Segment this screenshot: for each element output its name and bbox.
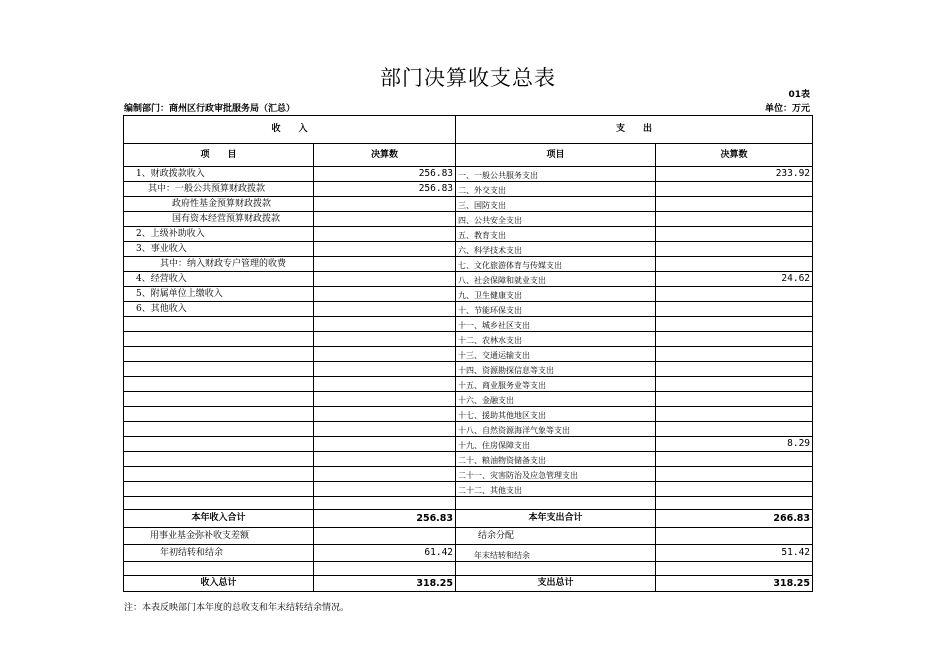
table-row xyxy=(124,227,813,242)
income-value xyxy=(314,302,456,317)
income-total-label: 收入总计 xyxy=(124,576,314,592)
expense-amount-header: 决算数 xyxy=(656,144,813,167)
begin-value: 61.42 xyxy=(314,545,456,562)
expense-value xyxy=(656,332,813,347)
table-row xyxy=(124,272,813,287)
income-value: 256.83 xyxy=(314,167,456,182)
expense-value xyxy=(656,242,813,257)
fund-value xyxy=(314,528,456,545)
expense-value xyxy=(656,407,813,422)
expense-item: 九、卫生健康支出 xyxy=(456,287,656,302)
expense-item: 二十、粮油物资储备支出 xyxy=(456,452,656,467)
expense-item: 十七、援助其他地区支出 xyxy=(456,407,656,422)
income-item xyxy=(124,422,314,437)
income-item: 1、财政拨款收入 xyxy=(124,167,314,182)
year-income-label: 本年收入合计 xyxy=(124,510,314,528)
income-value xyxy=(314,482,456,497)
table-row xyxy=(124,197,813,212)
expense-item-header: 项目 xyxy=(456,144,656,167)
year-total-row xyxy=(124,510,813,528)
income-item xyxy=(124,362,314,377)
income-value xyxy=(314,437,456,452)
expense-value xyxy=(656,287,813,302)
income-item xyxy=(124,452,314,467)
expense-value: 8.29 xyxy=(656,437,813,452)
table-row xyxy=(124,332,813,347)
table-row xyxy=(124,407,813,422)
income-value xyxy=(314,452,456,467)
expense-value xyxy=(656,182,813,197)
dist-label: 结余分配 xyxy=(456,528,656,545)
expense-item: 五、教育支出 xyxy=(456,227,656,242)
income-item-header: 项 目 xyxy=(124,144,314,167)
income-header: 收 入 xyxy=(124,116,456,144)
blank-cell xyxy=(124,497,314,510)
expense-value: 233.92 xyxy=(656,167,813,182)
income-item: 6、其他收入 xyxy=(124,302,314,317)
expense-value: 24.62 xyxy=(656,272,813,287)
table-row xyxy=(124,182,813,197)
expense-value xyxy=(656,197,813,212)
income-value xyxy=(314,287,456,302)
blank-cell xyxy=(456,562,656,576)
fund-label: 用事业基金弥补收支差额 xyxy=(124,528,314,545)
end-value: 51.42 xyxy=(656,545,813,562)
expense-value xyxy=(656,377,813,392)
income-value: 256.83 xyxy=(314,182,456,197)
expense-value xyxy=(656,212,813,227)
table-number: 01表 xyxy=(788,90,810,100)
income-item xyxy=(124,482,314,497)
table-row xyxy=(124,347,813,362)
page-title: 部门决算收支总表 xyxy=(380,66,556,90)
table-row xyxy=(124,167,813,182)
expense-total-label: 支出总计 xyxy=(456,576,656,592)
expense-value xyxy=(656,347,813,362)
income-item: 4、经营收入 xyxy=(124,272,314,287)
income-value xyxy=(314,407,456,422)
table-row xyxy=(124,437,813,452)
begin-label: 年初结转和结余 xyxy=(124,545,314,562)
income-item: 2、上级补助收入 xyxy=(124,227,314,242)
expense-value xyxy=(656,422,813,437)
income-value xyxy=(314,242,456,257)
table-row xyxy=(124,422,813,437)
income-item xyxy=(124,317,314,332)
expense-value xyxy=(656,257,813,272)
income-item xyxy=(124,467,314,482)
income-item xyxy=(124,437,314,452)
budget-table xyxy=(123,115,813,592)
expense-item: 二、外交支出 xyxy=(456,182,656,197)
income-item: 5、附属单位上缴收入 xyxy=(124,287,314,302)
table-row xyxy=(124,242,813,257)
expense-total-value: 318.25 xyxy=(656,576,813,592)
table-row xyxy=(124,452,813,467)
expense-value xyxy=(656,467,813,482)
expense-value xyxy=(656,362,813,377)
expense-item: 三、国防支出 xyxy=(456,197,656,212)
expense-value xyxy=(656,302,813,317)
income-value xyxy=(314,392,456,407)
expense-item: 二十二、其他支出 xyxy=(456,482,656,497)
expense-value xyxy=(656,452,813,467)
income-value xyxy=(314,362,456,377)
table-row xyxy=(124,377,813,392)
income-value xyxy=(314,422,456,437)
expense-value xyxy=(656,317,813,332)
blank-cell xyxy=(314,497,456,510)
income-amount-header: 决算数 xyxy=(314,144,456,167)
income-value xyxy=(314,257,456,272)
expense-value xyxy=(656,392,813,407)
blank-cell xyxy=(456,497,656,510)
dist-value xyxy=(656,528,813,545)
table-row xyxy=(124,482,813,497)
table-row xyxy=(124,257,813,272)
expense-item: 十四、资源勘探信息等支出 xyxy=(456,362,656,377)
unit-label: 单位：万元 xyxy=(764,104,810,114)
expense-value xyxy=(656,482,813,497)
income-item: 国有资本经营预算财政拨款 xyxy=(124,212,314,227)
expense-item: 十、节能环保支出 xyxy=(456,302,656,317)
table-row xyxy=(124,467,813,482)
income-item xyxy=(124,347,314,362)
table-row xyxy=(124,212,813,227)
grand-total-row xyxy=(124,576,813,592)
income-value xyxy=(314,467,456,482)
income-item: 3、事业收入 xyxy=(124,242,314,257)
income-value xyxy=(314,197,456,212)
expense-header: 支 出 xyxy=(456,116,813,144)
expense-item: 八、社会保障和就业支出 xyxy=(456,272,656,287)
blank-cell xyxy=(656,562,813,576)
year-expense-label: 本年支出合计 xyxy=(456,510,656,528)
table-row xyxy=(124,287,813,302)
income-item: 政府性基金预算财政拨款 xyxy=(124,197,314,212)
expense-item: 二十一、灾害防治及应急管理支出 xyxy=(456,467,656,482)
income-total-value: 318.25 xyxy=(314,576,456,592)
income-item xyxy=(124,392,314,407)
income-value xyxy=(314,317,456,332)
table-row xyxy=(124,317,813,332)
income-item: 其中：一般公共预算财政拨款 xyxy=(124,182,314,197)
expense-item: 十六、金融支出 xyxy=(456,392,656,407)
income-value xyxy=(314,212,456,227)
expense-item: 十二、农林水支出 xyxy=(456,332,656,347)
year-income-value: 256.83 xyxy=(314,510,456,528)
table-row xyxy=(124,362,813,377)
table-row xyxy=(124,392,813,407)
expense-item: 十一、城乡社区支出 xyxy=(456,317,656,332)
expense-item: 十五、商业服务业等支出 xyxy=(456,377,656,392)
expense-item: 六、科学技术支出 xyxy=(456,242,656,257)
income-value xyxy=(314,227,456,242)
footnote: 注：本表反映部门本年度的总收支和年末结转结余情况。 xyxy=(124,603,350,613)
expense-value xyxy=(656,227,813,242)
expense-item: 十九、住房保障支出 xyxy=(456,437,656,452)
income-value xyxy=(314,332,456,347)
year-expense-value: 266.83 xyxy=(656,510,813,528)
income-value xyxy=(314,347,456,362)
income-item xyxy=(124,332,314,347)
blank-cell xyxy=(656,497,813,510)
blank-cell xyxy=(314,562,456,576)
income-value xyxy=(314,377,456,392)
expense-item: 四、公共安全支出 xyxy=(456,212,656,227)
expense-item: 一、一般公共服务支出 xyxy=(456,167,656,182)
table-row xyxy=(124,302,813,317)
income-item xyxy=(124,407,314,422)
income-item xyxy=(124,377,314,392)
income-item: 其中：纳入财政专户管理的收费 xyxy=(124,257,314,272)
department-label: 编制部门：商州区行政审批服务局（汇总） xyxy=(124,104,296,114)
expense-item: 七、文化旅游体育与传媒支出 xyxy=(456,257,656,272)
income-value xyxy=(314,272,456,287)
expense-item: 十三、交通运输支出 xyxy=(456,347,656,362)
expense-item: 十八、自然资源海洋气象等支出 xyxy=(456,422,656,437)
blank-cell xyxy=(124,562,314,576)
end-label: 年末结转和结余 xyxy=(456,545,656,562)
